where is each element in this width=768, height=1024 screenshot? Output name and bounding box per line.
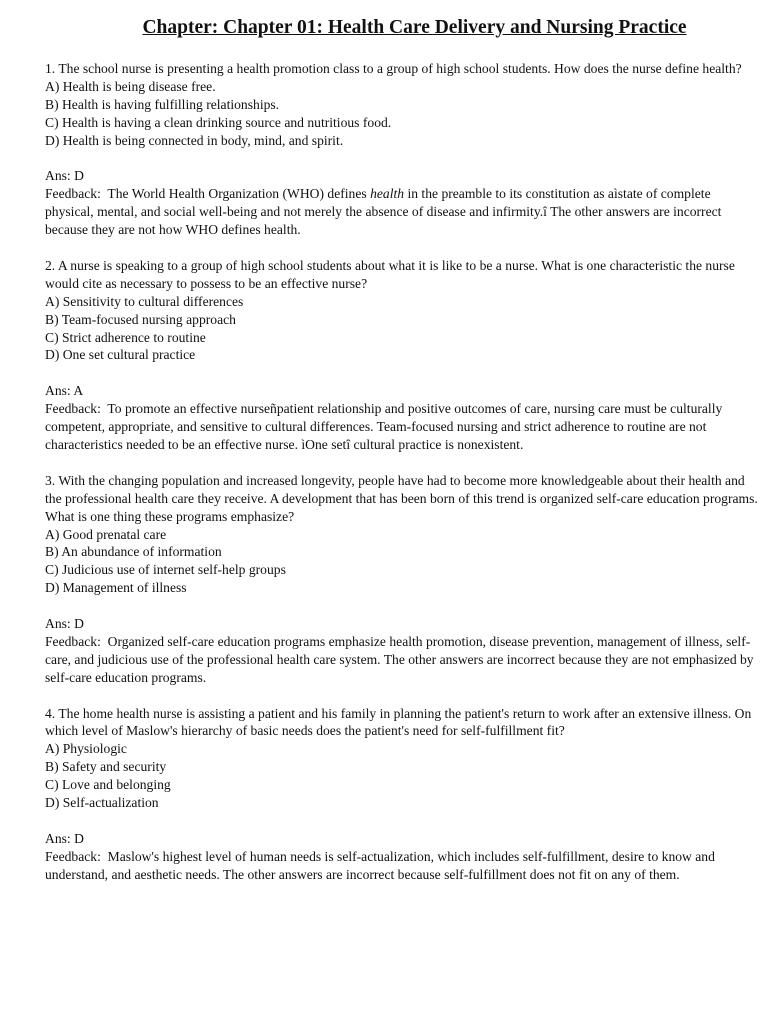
feedback-text-end: in the preamble to its constitution as aìstate of complete physical, mental, and social well-being and not merely the absence of disease and infirmity.î The other answers are incorrect because they are not how WHO defines health. <box>45 186 725 238</box>
feedback <box>45 400 760 454</box>
option-d: D) Management of illness <box>45 580 187 596</box>
feedback <box>45 633 760 687</box>
feedback <box>45 185 760 239</box>
feedback <box>45 848 760 884</box>
question-block-3 <box>45 472 760 687</box>
option-d: D) Health is being connected in body, mind, and spirit. <box>45 132 344 148</box>
question-stem: 2. A nurse is speaking to a group of high school students about what it is like to be a nurse. What is one characteristic the nurse would cite as necessary to possess to be an effective nurse? <box>45 257 735 291</box>
feedback-text: Organized self-care education programs emphasize health promotion, disease prevention, management of illness, self-care, and judicious use of the professional health care system. The other answers are incorrect because they are not emphasized by self-care education programs. <box>45 633 754 685</box>
question-stem: 3. With the changing population and increased longevity, people have had to become more knowledgeable about their health and the professional health care they receive. A development that has been born of this trend is organized self-care education programs. What is one thing these programs emphasize? <box>45 472 758 524</box>
feedback-text: Maslow's highest level of human needs is self-actualization, which includes self-fulfillment, desire to know and understand, and aesthetic needs. The other answers are incorrect because self-fulfillment does not fit on any of them. <box>45 848 715 882</box>
feedback-text: To promote an effective nurseñpatient relationship and positive outcomes of care, nursing care must be culturally competent, appropriate, and sensitive to cultural differences. Team-focused nursing and strict adherence to routine are not characteristics needed to be an effective nurse. ìOne setî cultural practice is nonexistent. <box>45 401 723 452</box>
option-b: B) Team-focused nursing approach <box>45 311 236 327</box>
feedback-label: Feedback: <box>45 186 108 202</box>
option-d: D) Self-actualization <box>45 795 159 811</box>
option-a: A) Physiologic <box>45 741 127 757</box>
feedback-label: Feedback: <box>45 848 108 864</box>
question-stem: 1. The school nurse is presenting a health promotion class to a group of high school students. How does the nurse define health? <box>45 61 742 76</box>
option-a: A) Good prenatal care <box>45 526 167 542</box>
question-block-2 <box>45 257 760 454</box>
answer-key: Ans: D <box>45 616 84 632</box>
answer-options <box>45 526 760 598</box>
answer-key: Ans: A <box>45 383 84 399</box>
feedback-label: Feedback: <box>45 401 108 417</box>
feedback-label: Feedback: <box>45 633 108 649</box>
chapter-title: Chapter: Chapter 01: Health Care Delivery and Nursing Practice <box>142 17 687 38</box>
option-d: D) One set cultural practice <box>45 347 196 363</box>
document-page <box>45 16 760 884</box>
option-c: C) Judicious use of internet self-help groups <box>45 562 286 578</box>
feedback-italic-term: health <box>370 186 405 202</box>
question-block-4 <box>45 705 760 884</box>
option-c: C) Love and belonging <box>45 777 171 793</box>
question-block-1 <box>45 60 760 239</box>
answer-key: Ans: D <box>45 830 84 846</box>
option-b: B) Safety and security <box>45 759 167 775</box>
answer-options <box>45 78 760 150</box>
answer-options <box>45 293 760 365</box>
option-a: A) Sensitivity to cultural differences <box>45 293 244 309</box>
answer-key: Ans: D <box>45 168 84 184</box>
option-b: B) Health is having fulfilling relationships. <box>45 96 280 112</box>
question-stem: 4. The home health nurse is assisting a patient and his family in planning the patient's return to work after an extensive illness. On which level of Maslow's hierarchy of basic needs does the patient's need for self-fulfillment fit? <box>45 705 752 739</box>
option-b: B) An abundance of information <box>45 544 222 560</box>
answer-options <box>45 740 760 812</box>
option-c: C) Strict adherence to routine <box>45 329 206 345</box>
feedback-text-start: The World Health Organization (WHO) defines <box>107 186 371 202</box>
option-c: C) Health is having a clean drinking source and nutritious food. <box>45 114 392 130</box>
option-a: A) Health is being disease free. <box>45 78 216 94</box>
